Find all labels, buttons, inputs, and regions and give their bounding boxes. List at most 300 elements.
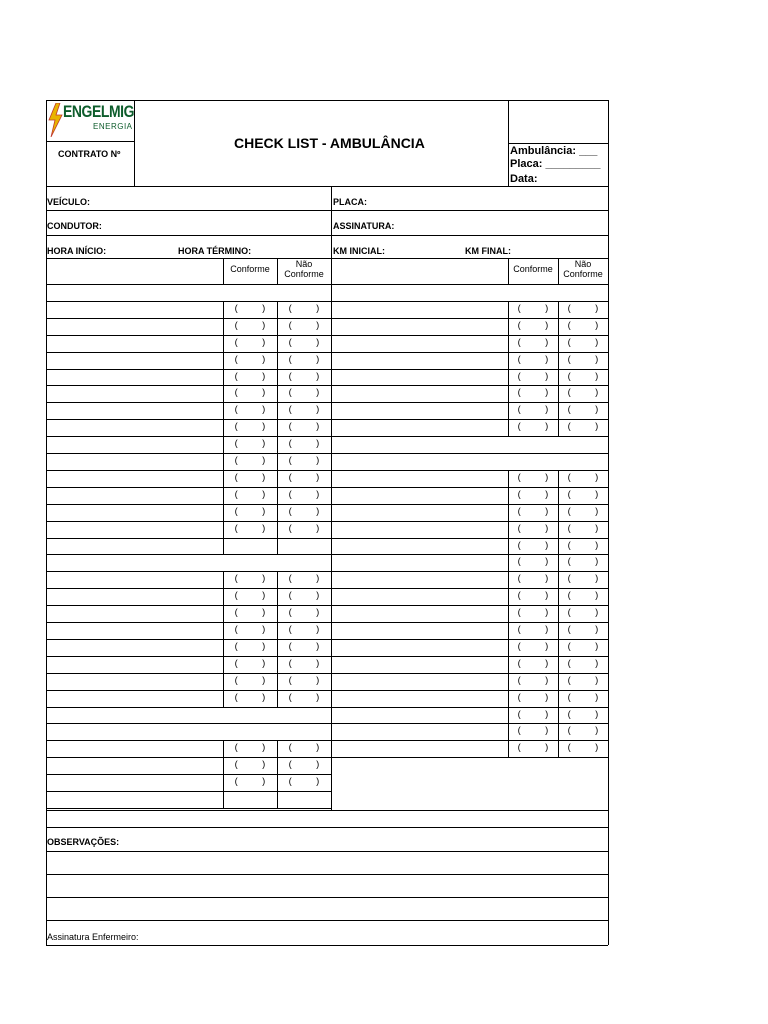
- divider: [46, 827, 608, 828]
- divider: [46, 757, 331, 758]
- placa-field[interactable]: PLACA:: [333, 197, 367, 207]
- divider: [508, 605, 509, 622]
- conforme-checkbox[interactable]: ( ): [516, 574, 550, 584]
- conforme-checkbox[interactable]: ( ): [516, 591, 550, 601]
- divider: [223, 605, 224, 622]
- divider: [223, 419, 224, 436]
- nao-conforme-checkbox[interactable]: ( ): [566, 507, 600, 517]
- divider: [508, 673, 509, 690]
- divider: [331, 385, 608, 386]
- conforme-checkbox[interactable]: ( ): [516, 355, 550, 365]
- divider: [331, 521, 608, 522]
- divider: [46, 385, 331, 386]
- conforme-checkbox[interactable]: ( ): [233, 608, 267, 618]
- divider: [508, 639, 509, 656]
- conforme-checkbox[interactable]: ( ): [233, 422, 267, 432]
- divider: [331, 402, 608, 403]
- nao-conforme-checkbox[interactable]: ( ): [287, 338, 321, 348]
- divider: [331, 554, 608, 555]
- divider: [277, 639, 278, 656]
- conforme-checkbox[interactable]: ( ): [233, 693, 267, 703]
- veiculo-field[interactable]: VEÍCULO:: [47, 197, 91, 207]
- conforme-checkbox[interactable]: ( ): [233, 743, 267, 753]
- col-nao-right: Não: [574, 259, 592, 269]
- divider: [331, 487, 608, 488]
- divider: [558, 258, 559, 284]
- divider: [277, 740, 278, 757]
- nao-conforme-checkbox[interactable]: ( ): [566, 388, 600, 398]
- nao-conforme-checkbox[interactable]: ( ): [287, 388, 321, 398]
- divider: [558, 723, 559, 740]
- divider: [46, 791, 331, 792]
- nao-conforme-checkbox[interactable]: ( ): [287, 574, 321, 584]
- divider: [508, 352, 509, 369]
- divider: [46, 141, 134, 142]
- assinatura-field[interactable]: ASSINATURA:: [333, 221, 395, 231]
- divider: [508, 521, 509, 538]
- nao-conforme-checkbox[interactable]: ( ): [287, 422, 321, 432]
- divider: [331, 588, 608, 589]
- divider: [46, 369, 331, 370]
- divider: [277, 385, 278, 402]
- divider: [508, 100, 509, 186]
- conforme-checkbox[interactable]: ( ): [516, 743, 550, 753]
- conforme-checkbox[interactable]: ( ): [516, 490, 550, 500]
- divider: [331, 673, 608, 674]
- divider: [558, 402, 559, 419]
- divider: [558, 656, 559, 673]
- ambulancia-label: Ambulância: ___: [510, 145, 598, 157]
- divider: [558, 588, 559, 605]
- conforme-checkbox[interactable]: ( ): [233, 304, 267, 314]
- divider: [277, 318, 278, 335]
- nao-conforme-checkbox[interactable]: ( ): [287, 507, 321, 517]
- divider: [223, 740, 224, 757]
- divider: [223, 622, 224, 639]
- conforme-checkbox[interactable]: ( ): [233, 625, 267, 635]
- conforme-checkbox[interactable]: ( ): [233, 456, 267, 466]
- nao-conforme-checkbox[interactable]: ( ): [566, 405, 600, 415]
- nao-conforme-checkbox[interactable]: ( ): [287, 676, 321, 686]
- divider: [46, 656, 331, 657]
- conforme-checkbox[interactable]: ( ): [233, 321, 267, 331]
- border-right: [608, 100, 609, 945]
- divider: [331, 318, 608, 319]
- divider: [331, 723, 608, 724]
- nao-conforme-checkbox[interactable]: ( ): [566, 642, 600, 652]
- divider: [46, 210, 608, 211]
- divider: [331, 453, 608, 454]
- divider: [46, 521, 331, 522]
- divider: [558, 673, 559, 690]
- divider: [46, 352, 331, 353]
- divider: [558, 740, 559, 757]
- page-title: CHECK LIST - AMBULÂNCIA: [234, 135, 425, 151]
- divider: [508, 487, 509, 504]
- divider: [46, 402, 331, 403]
- conforme-checkbox[interactable]: ( ): [233, 507, 267, 517]
- divider: [277, 673, 278, 690]
- divider: [223, 588, 224, 605]
- conforme-checkbox[interactable]: ( ): [516, 524, 550, 534]
- divider: [46, 639, 331, 640]
- divider: [223, 791, 224, 808]
- conforme-checkbox[interactable]: ( ): [233, 439, 267, 449]
- lightning-bolt-icon: [47, 103, 63, 137]
- divider: [558, 707, 559, 723]
- divider: [277, 504, 278, 521]
- nao-conforme-checkbox[interactable]: ( ): [566, 557, 600, 567]
- divider: [277, 402, 278, 419]
- divider: [277, 538, 278, 554]
- nao-conforme-checkbox[interactable]: ( ): [287, 405, 321, 415]
- divider: [46, 186, 608, 187]
- nao-conforme-checkbox[interactable]: ( ): [566, 355, 600, 365]
- divider: [46, 554, 331, 555]
- divider: [223, 487, 224, 504]
- divider: [558, 318, 559, 335]
- divider: [46, 301, 331, 302]
- divider: [331, 690, 608, 691]
- divider: [508, 571, 509, 588]
- divider: [134, 100, 135, 186]
- nao-conforme-checkbox[interactable]: ( ): [566, 743, 600, 753]
- hora-termino-field[interactable]: HORA TÉRMINO:: [178, 246, 252, 256]
- condutor-field[interactable]: CONDUTOR:: [47, 221, 102, 231]
- divider: [46, 487, 331, 488]
- divider: [46, 897, 608, 898]
- divider: [277, 622, 278, 639]
- divider: [331, 504, 608, 505]
- nao-conforme-checkbox[interactable]: ( ): [287, 608, 321, 618]
- divider: [277, 588, 278, 605]
- nao-conforme-checkbox[interactable]: ( ): [287, 760, 321, 770]
- conforme-checkbox[interactable]: ( ): [516, 726, 550, 736]
- nao-conforme-checkbox[interactable]: ( ): [566, 608, 600, 618]
- divider: [277, 352, 278, 369]
- nao-conforme-checkbox[interactable]: ( ): [566, 693, 600, 703]
- divider: [331, 656, 608, 657]
- conforme-checkbox[interactable]: ( ): [233, 388, 267, 398]
- nao-conforme-checkbox[interactable]: ( ): [287, 693, 321, 703]
- divider: [331, 707, 608, 708]
- divider: [46, 723, 331, 724]
- conforme-checkbox[interactable]: ( ): [516, 304, 550, 314]
- divider: [277, 436, 278, 453]
- divider: [277, 258, 278, 284]
- conforme-checkbox[interactable]: ( ): [516, 405, 550, 415]
- divider: [223, 504, 224, 521]
- center-divider: [331, 186, 332, 810]
- divider: [558, 571, 559, 588]
- divider: [223, 258, 224, 284]
- nao-conforme-checkbox[interactable]: ( ): [287, 321, 321, 331]
- divider: [46, 318, 331, 319]
- divider: [223, 318, 224, 335]
- nao-conforme-checkbox[interactable]: ( ): [566, 726, 600, 736]
- divider: [46, 588, 331, 589]
- divider: [223, 639, 224, 656]
- nao-conforme-checkbox[interactable]: ( ): [566, 422, 600, 432]
- conforme-checkbox[interactable]: ( ): [233, 355, 267, 365]
- divider: [508, 740, 509, 757]
- nao-conforme-checkbox[interactable]: ( ): [287, 591, 321, 601]
- conforme-checkbox[interactable]: ( ): [233, 777, 267, 787]
- conforme-checkbox[interactable]: ( ): [233, 524, 267, 534]
- divider: [331, 369, 608, 370]
- divider: [223, 774, 224, 791]
- divider: [223, 436, 224, 453]
- divider: [223, 453, 224, 470]
- nao-conforme-checkbox[interactable]: ( ): [287, 304, 321, 314]
- divider: [223, 301, 224, 318]
- km-inicial-field[interactable]: KM INICIAL:: [333, 246, 385, 256]
- divider: [46, 470, 331, 471]
- divider: [46, 235, 608, 236]
- nao-conforme-checkbox[interactable]: ( ): [287, 659, 321, 669]
- km-final-field[interactable]: KM FINAL:: [465, 246, 511, 256]
- divider: [558, 554, 559, 571]
- divider: [277, 369, 278, 385]
- nao-conforme-checkbox[interactable]: ( ): [566, 338, 600, 348]
- nao-conforme-checkbox[interactable]: ( ): [287, 524, 321, 534]
- nao-conforme-checkbox[interactable]: ( ): [566, 591, 600, 601]
- conforme-checkbox[interactable]: ( ): [516, 693, 550, 703]
- divider: [331, 740, 608, 741]
- divider: [46, 605, 331, 606]
- divider: [331, 757, 608, 758]
- conforme-checkbox[interactable]: ( ): [516, 338, 550, 348]
- conforme-checkbox[interactable]: ( ): [516, 388, 550, 398]
- divider: [508, 690, 509, 707]
- divider: [558, 352, 559, 369]
- observacoes-label: OBSERVAÇÕES:: [47, 837, 120, 847]
- divider: [223, 571, 224, 588]
- divider: [223, 470, 224, 487]
- conforme-checkbox[interactable]: ( ): [516, 507, 550, 517]
- nao-conforme-checkbox[interactable]: ( ): [566, 574, 600, 584]
- nao-conforme-checkbox[interactable]: ( ): [566, 304, 600, 314]
- nao-conforme-checkbox[interactable]: ( ): [287, 355, 321, 365]
- divider: [508, 143, 608, 144]
- divider: [46, 851, 608, 852]
- assinatura-enfermeiro-label[interactable]: Assinatura Enfermeiro:: [47, 932, 139, 942]
- divider: [331, 622, 608, 623]
- divider: [223, 690, 224, 707]
- divider: [277, 656, 278, 673]
- divider: [508, 419, 509, 436]
- divider: [277, 335, 278, 352]
- nao-conforme-checkbox[interactable]: ( ): [287, 743, 321, 753]
- divider: [331, 605, 608, 606]
- divider: [558, 385, 559, 402]
- conforme-checkbox[interactable]: ( ): [516, 676, 550, 686]
- divider: [46, 436, 331, 437]
- contract-label: CONTRATO Nº: [58, 149, 121, 159]
- divider: [46, 690, 331, 691]
- nao-conforme-checkbox[interactable]: ( ): [287, 456, 321, 466]
- divider: [277, 791, 278, 808]
- col-conforme-left: Conforme: [230, 264, 270, 274]
- conforme-checkbox[interactable]: ( ): [516, 473, 550, 483]
- conforme-checkbox[interactable]: ( ): [233, 372, 267, 382]
- conforme-checkbox[interactable]: ( ): [516, 608, 550, 618]
- divider: [508, 385, 509, 402]
- divider: [558, 470, 559, 487]
- nao-conforme-checkbox[interactable]: ( ): [287, 777, 321, 787]
- divider: [331, 538, 608, 539]
- divider: [331, 470, 608, 471]
- conforme-checkbox[interactable]: ( ): [233, 574, 267, 584]
- conforme-checkbox[interactable]: ( ): [516, 372, 550, 382]
- divider: [46, 335, 331, 336]
- divider: [46, 571, 331, 572]
- divider: [223, 335, 224, 352]
- divider: [558, 419, 559, 436]
- conforme-checkbox[interactable]: ( ): [233, 760, 267, 770]
- divider: [558, 538, 559, 554]
- col-conforme-right: Conforme: [513, 264, 553, 274]
- divider: [277, 521, 278, 538]
- divider: [277, 757, 278, 774]
- divider: [223, 369, 224, 385]
- divider: [508, 707, 509, 723]
- divider: [508, 402, 509, 419]
- divider: [331, 639, 608, 640]
- nao-conforme-checkbox[interactable]: ( ): [566, 321, 600, 331]
- nao-conforme-checkbox[interactable]: ( ): [566, 710, 600, 720]
- divider: [277, 774, 278, 791]
- divider: [508, 369, 509, 385]
- border-top: [46, 100, 608, 101]
- divider: [331, 436, 608, 437]
- placa-header-label: Placa: _________: [510, 158, 601, 170]
- divider: [558, 622, 559, 639]
- divider: [277, 419, 278, 436]
- divider: [508, 318, 509, 335]
- divider: [277, 453, 278, 470]
- conforme-checkbox[interactable]: ( ): [233, 490, 267, 500]
- nao-conforme-checkbox[interactable]: ( ): [287, 625, 321, 635]
- divider: [508, 656, 509, 673]
- conforme-checkbox[interactable]: ( ): [516, 710, 550, 720]
- nao-conforme-checkbox[interactable]: ( ): [287, 439, 321, 449]
- divider: [46, 810, 608, 811]
- divider: [46, 284, 608, 285]
- divider: [331, 419, 608, 420]
- divider: [508, 504, 509, 521]
- divider: [223, 673, 224, 690]
- conforme-checkbox[interactable]: ( ): [516, 625, 550, 635]
- divider: [46, 874, 608, 875]
- conforme-checkbox[interactable]: ( ): [516, 541, 550, 551]
- nao-conforme-checkbox[interactable]: ( ): [287, 490, 321, 500]
- hora-inicio-field[interactable]: HORA INÍCIO:: [47, 246, 107, 256]
- divider: [46, 774, 331, 775]
- col-nao-left: Não: [295, 259, 313, 269]
- divider: [277, 487, 278, 504]
- divider: [223, 757, 224, 774]
- divider: [558, 369, 559, 385]
- divider: [223, 538, 224, 554]
- nao-conforme-checkbox[interactable]: ( ): [566, 372, 600, 382]
- divider: [558, 504, 559, 521]
- divider: [508, 538, 509, 554]
- col-conforme2-left: Conforme: [284, 269, 324, 279]
- divider: [558, 639, 559, 656]
- divider: [46, 419, 331, 420]
- divider: [46, 538, 331, 539]
- nao-conforme-checkbox[interactable]: ( ): [287, 642, 321, 652]
- divider: [558, 605, 559, 622]
- brand-sub: ENERGIA: [93, 122, 133, 131]
- nao-conforme-checkbox[interactable]: ( ): [287, 473, 321, 483]
- divider: [558, 301, 559, 318]
- conforme-checkbox[interactable]: ( ): [516, 642, 550, 652]
- divider: [508, 301, 509, 318]
- divider: [558, 690, 559, 707]
- divider: [223, 385, 224, 402]
- nao-conforme-checkbox[interactable]: ( ): [566, 541, 600, 551]
- conforme-checkbox[interactable]: ( ): [233, 338, 267, 348]
- divider: [508, 622, 509, 639]
- divider: [508, 470, 509, 487]
- nao-conforme-checkbox[interactable]: ( ): [566, 524, 600, 534]
- conforme-checkbox[interactable]: ( ): [516, 557, 550, 567]
- border-left: [46, 100, 47, 945]
- divider: [277, 605, 278, 622]
- divider: [46, 673, 331, 674]
- conforme-checkbox[interactable]: ( ): [233, 473, 267, 483]
- conforme-checkbox[interactable]: ( ): [233, 659, 267, 669]
- divider: [331, 571, 608, 572]
- divider: [223, 521, 224, 538]
- divider: [46, 808, 331, 809]
- nao-conforme-checkbox[interactable]: ( ): [566, 625, 600, 635]
- conforme-checkbox[interactable]: ( ): [233, 591, 267, 601]
- divider: [46, 945, 608, 946]
- conforme-checkbox[interactable]: ( ): [233, 405, 267, 415]
- brand-name: ENGELMIG: [63, 102, 135, 121]
- divider: [558, 335, 559, 352]
- divider: [277, 301, 278, 318]
- conforme-checkbox[interactable]: ( ): [233, 642, 267, 652]
- divider: [508, 723, 509, 740]
- conforme-checkbox[interactable]: ( ): [233, 676, 267, 686]
- divider: [46, 622, 331, 623]
- divider: [331, 335, 608, 336]
- divider: [558, 521, 559, 538]
- divider: [46, 504, 331, 505]
- divider: [46, 707, 331, 708]
- divider: [277, 571, 278, 588]
- conforme-checkbox[interactable]: ( ): [516, 321, 550, 331]
- nao-conforme-checkbox[interactable]: ( ): [287, 372, 321, 382]
- nao-conforme-checkbox[interactable]: ( ): [566, 659, 600, 669]
- divider: [46, 740, 331, 741]
- data-label: Data:: [510, 173, 538, 185]
- nao-conforme-checkbox[interactable]: ( ): [566, 490, 600, 500]
- divider: [508, 588, 509, 605]
- divider: [508, 335, 509, 352]
- nao-conforme-checkbox[interactable]: ( ): [566, 473, 600, 483]
- conforme-checkbox[interactable]: ( ): [516, 422, 550, 432]
- divider: [508, 258, 509, 284]
- conforme-checkbox[interactable]: ( ): [516, 659, 550, 669]
- nao-conforme-checkbox[interactable]: ( ): [566, 676, 600, 686]
- divider: [46, 920, 608, 921]
- col-conforme2-right: Conforme: [563, 269, 603, 279]
